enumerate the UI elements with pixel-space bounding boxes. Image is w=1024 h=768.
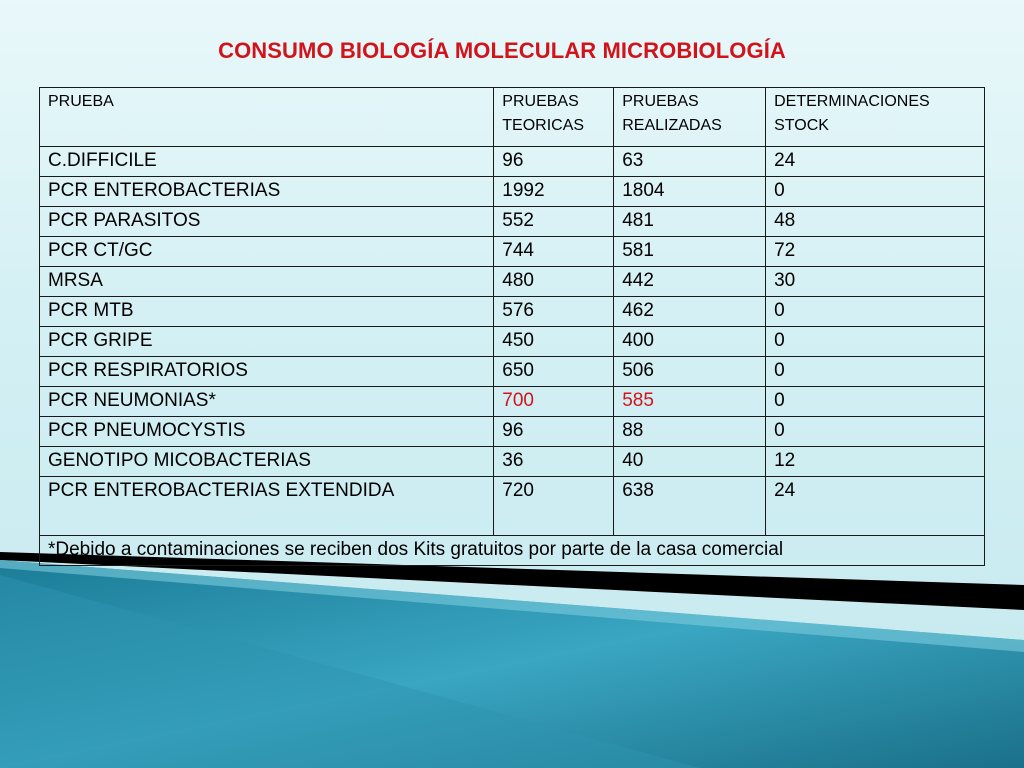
cell-realizadas: 638 <box>614 477 766 536</box>
cell-realizadas-highlight: 585 <box>614 387 766 417</box>
consumption-table <box>39 87 985 566</box>
cell-stock: 0 <box>766 297 985 327</box>
cell-stock: 48 <box>766 207 985 237</box>
cell-realizadas: 462 <box>614 297 766 327</box>
cell-stock: 0 <box>766 327 985 357</box>
cell-stock: 0 <box>766 417 985 447</box>
cell-prueba: PCR PARASITOS <box>40 207 494 237</box>
cell-teoricas: 744 <box>494 237 614 267</box>
cell-teoricas: 96 <box>494 147 614 177</box>
header-determinaciones-stock: DETERMINACIONES STOCK <box>766 88 985 147</box>
cell-prueba: MRSA <box>40 267 494 297</box>
cell-teoricas: 650 <box>494 357 614 387</box>
cell-stock: 24 <box>766 477 985 536</box>
cell-teoricas: 96 <box>494 417 614 447</box>
cell-prueba: PCR ENTEROBACTERIAS EXTENDIDA <box>40 477 494 536</box>
cell-prueba: GENOTIPO MICOBACTERIAS <box>40 447 494 477</box>
cell-realizadas: 506 <box>614 357 766 387</box>
cell-teoricas: 450 <box>494 327 614 357</box>
cell-teoricas: 1992 <box>494 177 614 207</box>
table-row <box>40 267 985 297</box>
cell-prueba: C.DIFFICILE <box>40 147 494 177</box>
header-prueba: PRUEBA <box>40 88 494 147</box>
cell-prueba: PCR MTB <box>40 297 494 327</box>
cell-stock: 12 <box>766 447 985 477</box>
cell-teoricas: 36 <box>494 447 614 477</box>
cell-realizadas: 581 <box>614 237 766 267</box>
table-header-row <box>40 88 985 147</box>
cell-prueba: PCR NEUMONIAS* <box>40 387 494 417</box>
cell-teoricas: 720 <box>494 477 614 536</box>
cell-realizadas: 442 <box>614 267 766 297</box>
table-row <box>40 477 985 536</box>
table-row <box>40 417 985 447</box>
header-pruebas-teoricas: PRUEBAS TEORICAS <box>494 88 614 147</box>
cell-prueba: PCR RESPIRATORIOS <box>40 357 494 387</box>
cell-prueba: PCR ENTEROBACTERIAS <box>40 177 494 207</box>
table-row <box>40 177 985 207</box>
cell-realizadas: 88 <box>614 417 766 447</box>
page-title: CONSUMO BIOLOGÍA MOLECULAR MICROBIOLOGÍA <box>218 38 786 63</box>
cell-prueba: PCR CT/GC <box>40 237 494 267</box>
table-row <box>40 447 985 477</box>
header-pruebas-realizadas: PRUEBAS REALIZADAS <box>614 88 766 147</box>
table-row <box>40 147 985 177</box>
cell-realizadas: 400 <box>614 327 766 357</box>
cell-stock: 72 <box>766 237 985 267</box>
cell-stock: 30 <box>766 267 985 297</box>
table-row <box>40 207 985 237</box>
table-row <box>40 327 985 357</box>
table-row <box>40 357 985 387</box>
table-row <box>40 237 985 267</box>
cell-realizadas: 1804 <box>614 177 766 207</box>
cell-stock: 0 <box>766 387 985 417</box>
footnote: *Debido a contaminaciones se reciben dos Kits gratuitos por parte de la casa comercial <box>40 536 985 566</box>
cell-realizadas: 40 <box>614 447 766 477</box>
cell-prueba: PCR GRIPE <box>40 327 494 357</box>
cell-realizadas: 481 <box>614 207 766 237</box>
cell-stock: 24 <box>766 147 985 177</box>
cell-teoricas: 552 <box>494 207 614 237</box>
cell-teoricas-highlight: 700 <box>494 387 614 417</box>
table-row <box>40 387 985 417</box>
cell-teoricas: 576 <box>494 297 614 327</box>
table-row <box>40 297 985 327</box>
cell-stock: 0 <box>766 357 985 387</box>
cell-prueba: PCR PNEUMOCYSTIS <box>40 417 494 447</box>
cell-realizadas: 63 <box>614 147 766 177</box>
cell-teoricas: 480 <box>494 267 614 297</box>
footnote-row <box>40 536 985 566</box>
cell-stock: 0 <box>766 177 985 207</box>
